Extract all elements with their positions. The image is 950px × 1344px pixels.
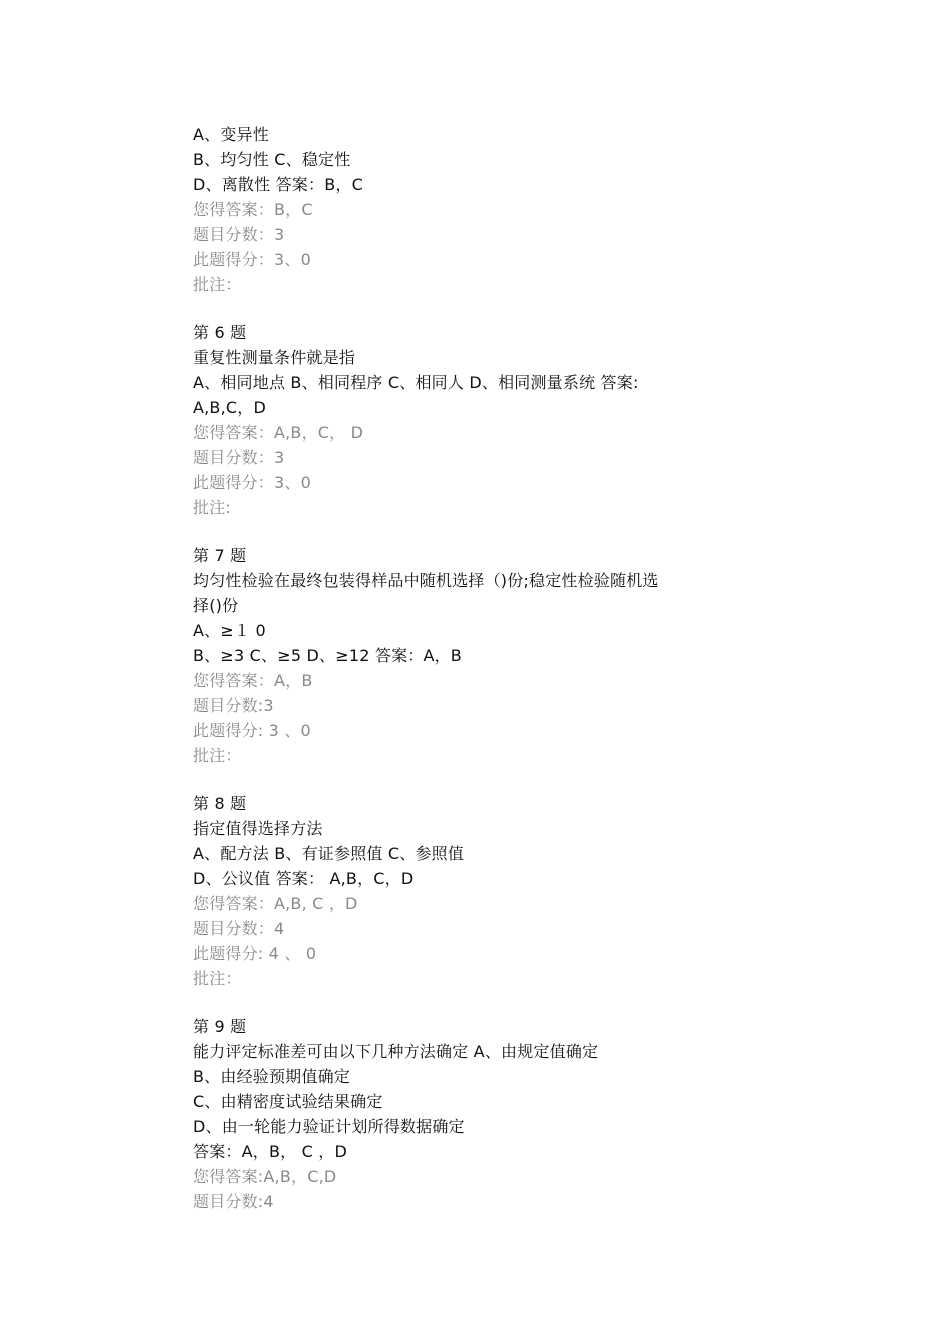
q6-your-answer: 您得答案：A,B，C， D — [193, 423, 364, 442]
q8-got: 此题得分: 4 、 0 — [193, 944, 317, 963]
q7-question-line1: 均匀性检验在最终包装得样品中随机选择（)份;稳定性检验随机选 — [193, 571, 659, 590]
q6-got: 此题得分：3、0 — [193, 473, 311, 492]
q5-got: 此题得分：3、0 — [193, 250, 311, 269]
q7-header: 第 7 题 — [193, 546, 247, 565]
q9-question-option-a: 能力评定标准差可由以下几种方法确定 A、由规定值确定 — [193, 1042, 599, 1061]
q9-score: 题目分数:4 — [193, 1192, 274, 1211]
q7-options-rest: B、≥3 C、≥5 D、≥12 答案：A，B — [193, 646, 462, 665]
q5-option-bc: B、均匀性 C、稳定性 — [193, 150, 351, 169]
q7-comment: 批注： — [193, 746, 242, 765]
q6-score: 题目分数：3 — [193, 448, 285, 467]
q6-answer-cont: A,B,C，D — [193, 398, 266, 417]
document-content — [193, 122, 773, 1214]
q7-question-line2: 择()份 — [193, 596, 239, 615]
q8-option-d-answer: D、公议值 答案： A,B，C，D — [193, 869, 414, 888]
q8-score: 题目分数：4 — [193, 919, 285, 938]
q8-options-abc: A、配方法 B、有证参照值 C、参照值 — [193, 844, 465, 863]
q8-your-answer: 您得答案：A,B, C ，D — [193, 894, 358, 913]
q9-header: 第 9 题 — [193, 1017, 247, 1036]
q9-answer: 答案：A，B， C ，D — [193, 1142, 347, 1161]
q9-option-b: B、由经验预期值确定 — [193, 1067, 350, 1086]
q9-option-c: C、由精密度试验结果确定 — [193, 1092, 383, 1111]
q7-option-a: A、≥１ 0 — [193, 621, 266, 640]
q6-header: 第 6 题 — [193, 323, 247, 342]
q5-your-answer: 您得答案：B，C — [193, 200, 313, 219]
q7-your-answer: 您得答案：A，B — [193, 671, 313, 690]
q8-comment: 批注： — [193, 969, 242, 988]
q6-comment: 批注: — [193, 498, 231, 517]
q6-question: 重复性测量条件就是指 — [193, 348, 356, 367]
q5-option-a: A、变异性 — [193, 125, 269, 144]
q5-score: 题目分数：3 — [193, 225, 285, 244]
q8-header: 第 8 题 — [193, 794, 247, 813]
q6-options: A、相同地点 B、相同程序 C、相同人 D、相同测量系统 答案: — [193, 373, 639, 392]
q5-option-d-answer: D、离散性 答案：B，C — [193, 175, 363, 194]
q9-your-answer: 您得答案:A,B，C,D — [193, 1167, 337, 1186]
q5-comment: 批注： — [193, 275, 242, 294]
q8-question: 指定值得选择方法 — [193, 819, 323, 838]
q7-score: 题目分数:3 — [193, 696, 274, 715]
q7-got: 此题得分: 3 、0 — [193, 721, 311, 740]
q9-option-d: D、由一轮能力验证计划所得数据确定 — [193, 1117, 465, 1136]
